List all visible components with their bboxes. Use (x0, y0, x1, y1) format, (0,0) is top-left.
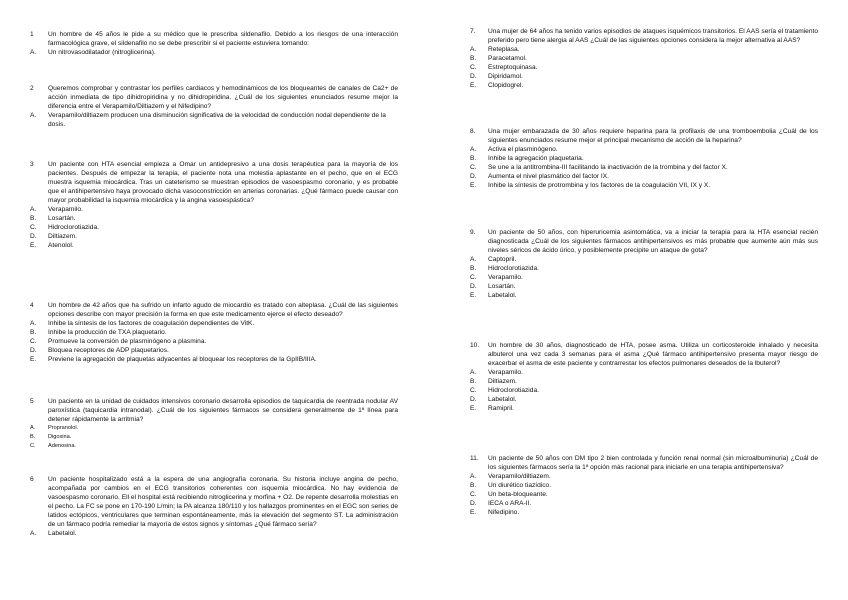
option-e[interactable] (30, 241, 398, 250)
option-list (470, 45, 818, 90)
option-letter: A. (470, 473, 477, 480)
option-list (30, 111, 398, 129)
option-text: IECA o ARA-II. (488, 500, 532, 507)
option-a[interactable] (30, 111, 398, 129)
question-number: 10. (470, 342, 480, 349)
option-letter: C. (470, 491, 477, 498)
option-letter: D. (470, 500, 477, 507)
option-a[interactable] (30, 205, 398, 214)
option-letter: E. (470, 82, 477, 89)
option-letter: E. (470, 509, 477, 516)
option-letter: C. (470, 387, 477, 394)
option-text: Reteplasa. (488, 46, 520, 53)
option-text: Inhibe la producción de TXA plaquetario. (48, 329, 167, 336)
option-b[interactable] (470, 154, 818, 163)
option-letter: A. (470, 369, 477, 376)
option-d[interactable] (470, 172, 818, 181)
option-c[interactable] (470, 273, 818, 282)
option-c[interactable] (30, 337, 398, 346)
option-b[interactable] (470, 264, 818, 273)
option-letter: A. (30, 49, 37, 56)
option-b[interactable] (470, 377, 818, 386)
option-list (470, 255, 818, 300)
question-number: 3 (30, 161, 34, 168)
question-number: 2 (30, 85, 34, 92)
question-9 (470, 228, 818, 300)
option-b[interactable] (30, 214, 398, 223)
option-text: Ramipril. (488, 405, 515, 412)
option-letter: D. (470, 283, 477, 290)
option-letter: A. (470, 256, 477, 263)
question-text: Un hombre de 42 años que ha sufrido un infarto agudo de miocardio es tratado con alteplasa. ¿Cuál de las siguientes opciones describe con mayor precisión la forma en que este medicamento ejerce el efecto deseado? (48, 302, 398, 318)
option-list (470, 472, 818, 517)
option-letter: C. (30, 443, 36, 449)
option-d[interactable] (470, 282, 818, 291)
option-a[interactable] (30, 48, 398, 57)
option-list (30, 48, 398, 57)
option-text: Labetalol. (488, 292, 517, 299)
question-10 (470, 341, 818, 413)
question-number: 9. (470, 229, 476, 236)
option-letter: B. (470, 482, 477, 489)
option-d[interactable] (30, 346, 398, 355)
question-number: 8. (470, 128, 476, 135)
option-text: Un nitrovasodilatador (nitroglicerina). (48, 49, 156, 56)
option-c[interactable] (470, 63, 818, 72)
option-c[interactable] (30, 442, 398, 451)
question-text: Una mujer embarazada de 30 años requiere heparina para la profilaxis de una tromboembolia ¿Cuál de los siguientes enunciados resume mejor el principal mecanismo de acción de la heparina? (488, 128, 818, 144)
question-6 (30, 475, 398, 538)
option-text: Aumenta el nivel plasmático del factor IX. (488, 173, 609, 180)
option-text: Se une a la antitrombina-III facilitando la inactivación de la trombina y del factor X. (488, 164, 728, 171)
option-text: Un beta-bloqueante. (488, 491, 548, 498)
question-text: Una mujer de 64 años ha tenido varios episodios de ataques isquémicos transitorios. El AAS sería el tratamiento preferido pero tiene alergia al AAS ¿Cuál de las siguientes opciones considera la mejor alternativa al AAS? (488, 28, 818, 44)
option-text: Digoxina. (48, 434, 72, 440)
option-letter: B. (470, 378, 477, 385)
option-e[interactable] (470, 181, 818, 190)
question-8 (470, 127, 818, 190)
option-text: Inhibe la agregación plaquetaria. (488, 155, 584, 162)
question-number: 7. (470, 28, 476, 35)
option-text: Verapamilo/diltiazem producen una disminución significativa de la velocidad de conducción nodal dependiente de la dosis. (48, 112, 386, 128)
option-letter: A. (30, 320, 37, 327)
option-text: Verapamilo. (488, 274, 523, 281)
option-letter: E. (30, 242, 37, 249)
question-text: Un hombre de 45 años le pide a su médico que le prescriba sildenafilo. Debido a los riesgos de una interacción farmacológica grave, el sildenafilo no se debe prescribir si el paciente estuviera tomando: (48, 31, 398, 47)
option-text: Verapamilo. (48, 206, 83, 213)
option-text: Captopril. (488, 256, 517, 263)
option-e[interactable] (470, 404, 818, 413)
option-text: Inhibe la síntesis de los factores de coagulación dependientes de VitK. (48, 320, 255, 327)
option-text: Verapamilo. (488, 369, 523, 376)
option-text: Estreptoquinasa. (488, 64, 538, 71)
option-c[interactable] (30, 223, 398, 232)
option-d[interactable] (30, 232, 398, 241)
option-letter: C. (30, 224, 37, 231)
option-a[interactable] (30, 529, 398, 538)
option-list (30, 424, 398, 451)
option-b[interactable] (470, 481, 818, 490)
option-letter: C. (470, 64, 477, 71)
option-letter: C. (470, 274, 477, 281)
option-letter: D. (30, 233, 37, 240)
option-e[interactable] (470, 81, 818, 90)
option-text: Diltiazem. (488, 378, 517, 385)
question-number: 6 (30, 476, 34, 483)
option-letter: E. (470, 405, 477, 412)
question-number: 4 (30, 302, 34, 309)
option-letter: B. (470, 265, 477, 272)
option-text: Labetalol. (488, 396, 517, 403)
option-text: Diltiazem. (48, 233, 77, 240)
option-letter: B. (470, 155, 477, 162)
option-text: Previene la agregación de plaquetas adyacentes al bloquear los receptores de la GpIIB/IIIA. (48, 356, 317, 363)
option-a[interactable] (30, 319, 398, 328)
option-letter: B. (30, 329, 37, 336)
option-text: Activa el plasminógeno. (488, 146, 558, 153)
option-letter: E. (470, 292, 477, 299)
question-text: Queremos comprobar y contrastar los perfiles cardiacos y hemodinámicos de los bloqueantes de canales de Ca2+ de acción inmediata de tipo dihidropiridina y no dihidropiridina. ¿Cuál de los siguientes enunciados resume mejor la diferencia entre el Verapamilo/Diltiazem y el Nifedipino? (48, 85, 398, 110)
option-a[interactable] (30, 424, 398, 433)
option-text: Paracetamol. (488, 55, 527, 62)
option-list (470, 145, 818, 190)
option-d[interactable] (470, 72, 818, 81)
option-letter: D. (470, 73, 477, 80)
option-d[interactable] (470, 499, 818, 508)
option-text: Un diurético tiazídico. (488, 482, 552, 489)
question-number: 5 (30, 398, 34, 405)
question-text: Un paciente de 50 años con DM tipo 2 bien controlada y función renal normal (sin microalbuminuria) ¿Cuál de los siguientes fármacos sería la 1ª opción más racional para iniciarle en una terapia antihipertensiva? (488, 455, 818, 471)
question-text: Un paciente de 50 años, con hiperuricemia asintomática, va a iniciar la terapia para la HTA esencial recién diagnosticada ¿Cuál de los siguientes fármacos antihipertensivos es más probable que aumente aún más sus niveles séricos de ácido úrico, y posiblemente precipite un ataque de gota? (488, 229, 818, 254)
option-text: Losartán. (488, 283, 516, 290)
option-list (470, 368, 818, 413)
option-text: Hidroclorotiazida. (488, 265, 539, 272)
option-letter: D. (470, 173, 477, 180)
option-d[interactable] (470, 395, 818, 404)
option-a[interactable] (470, 45, 818, 54)
question-2 (30, 84, 398, 129)
option-list (30, 319, 398, 364)
question-text: Un paciente hospitalizado está a la espera de una angiografía coronaria. Su historia incluye angina de pecho, acompañada por cambios en el ECG transitorios coherentes con isquemia miocárdica. No hay evidencia de vasoespasmo coronario. Ell el hospital está recibiendo nitroglicerina y morfina + O2. De repente desarrolla molestias en el pecho. La FC se pone en 170-190 L/min; la PA alcanza 180/110 y los hallazgos prominentes en el EGC son series de latidos ectópicos, ventriculares que terminan espontáneamente, más la elevación del segmento ST. La administración de un fármaco podría remediar la mayoría de estos signos y síntomas ¿Qué fármaco sería? (48, 476, 398, 528)
option-text: Promueve la conversión de plasminógeno a plasmina. (48, 338, 207, 345)
option-e[interactable] (30, 355, 398, 364)
option-list (30, 205, 398, 250)
option-text: Inhibe la síntesis de protrombina y los factores de la coagulación VII, IX y X. (488, 182, 711, 189)
option-letter: A. (30, 206, 37, 213)
option-list (30, 529, 398, 538)
option-text: Nifedipino. (488, 509, 520, 516)
option-letter: D. (470, 396, 477, 403)
option-letter: B. (470, 55, 477, 62)
option-text: Adenosina. (48, 443, 76, 449)
option-letter: A. (30, 112, 37, 119)
option-letter: C. (470, 164, 477, 171)
option-a[interactable] (470, 255, 818, 264)
option-text: Losartán. (48, 215, 76, 222)
question-7 (470, 27, 818, 90)
option-letter: A. (470, 46, 477, 53)
question-text: Un paciente con HTA esencial empieza a Omar un antidepresivo a una dosis terapéutica para la mayoría de los pacientes. Después de empezar la terapia, el paciente nota una molestia aplastante en el pecho, que en el ECG muestra isquemia miocárdica. Tras un cateterismo se muestran episodios de vasoespasmo coronario, y es probable que el antihipertensivo haya provocado dicha vasoconstricción en arterias coronarias. ¿Qué fármaco puede causar con mayor probabilidad la isquemia miocárdica y la angina vasoespástica? (48, 161, 398, 204)
option-e[interactable] (470, 508, 818, 517)
option-text: Hidroclorotiazida. (48, 224, 99, 231)
option-text: Labetalol. (48, 530, 77, 537)
option-letter: D. (30, 347, 37, 354)
question-5 (30, 397, 398, 451)
question-1 (30, 30, 398, 57)
option-text: Verapamilo/diltiazem. (488, 473, 551, 480)
option-c[interactable] (470, 490, 818, 499)
option-a[interactable] (470, 472, 818, 481)
option-text: Dipiridamol. (488, 73, 523, 80)
option-letter: A. (470, 146, 477, 153)
option-b[interactable] (30, 433, 398, 442)
option-letter: B. (30, 434, 36, 440)
option-text: Bloquea receptores de ADP plaquetarios. (48, 347, 169, 354)
option-text: Hidroclorotiazida. (488, 387, 539, 394)
question-4 (30, 301, 398, 364)
question-3 (30, 160, 398, 250)
option-c[interactable] (470, 163, 818, 172)
option-c[interactable] (470, 386, 818, 395)
option-text: Clopidogrel. (488, 82, 524, 89)
option-letter: E. (470, 182, 477, 189)
option-letter: E. (30, 356, 37, 363)
option-a[interactable] (470, 145, 818, 154)
question-number: 1 (30, 31, 34, 38)
option-e[interactable] (470, 291, 818, 300)
option-b[interactable] (30, 328, 398, 337)
question-number: 11. (470, 455, 479, 462)
question-text: Un hombre de 30 años, diagnosticado de HTA, posee asma. Utiliza un corticosteroide inhalado y necesita albuterol una vez cada 3 semanas para el asma ¿Qué fármaco antihipertensivo presenta mayor riesgo de exacerbar el asma de este paciente y contrarrestar los efectos pulmonares deseados de la lbuterol? (488, 342, 818, 367)
option-letter: C. (30, 338, 37, 345)
option-text: Propranolol. (48, 425, 79, 431)
option-letter: A. (30, 530, 37, 537)
option-letter: A. (30, 425, 36, 431)
question-11 (470, 454, 818, 517)
option-a[interactable] (470, 368, 818, 377)
option-b[interactable] (470, 54, 818, 63)
option-text: Atenolol. (48, 242, 74, 249)
option-letter: B. (30, 215, 37, 222)
question-text: Un paciente en la unidad de cuidados intensivos coronario desarrolla episodios de taquicardia de reentrada nodular AV paroxística (taquicardia intranodal). ¿Cuál de los siguientes fármacos se considera generalmente de 1ª línea para detener rápidamente la arritmia? (48, 398, 398, 423)
